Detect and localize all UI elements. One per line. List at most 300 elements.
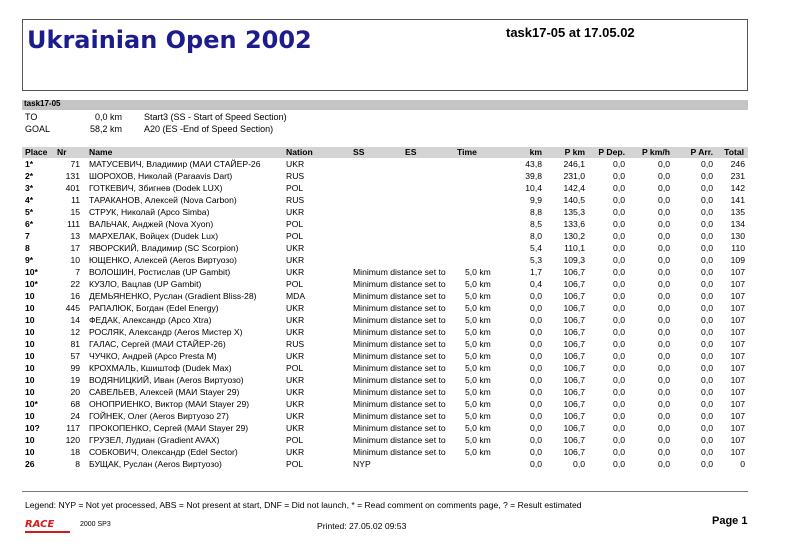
pilot-name-cell: ГРУЗЕЛ, Лудиан (Gradient AVAX) (89, 435, 220, 445)
total-cell: 107 (730, 387, 745, 397)
p-km-cell: 106,7 (563, 315, 585, 325)
total-cell: 107 (730, 351, 745, 361)
total-cell: 134 (730, 219, 745, 229)
km-cell: 0,0 (530, 303, 542, 313)
min-distance-cell: 5,0 km (465, 351, 491, 361)
pilot-name-cell: ТАРАКАНОВ, Алексей (Nova Carbon) (89, 195, 237, 205)
table-row (22, 350, 748, 362)
nation-cell: POL (286, 363, 304, 373)
p-km-cell: 106,7 (563, 279, 585, 289)
status-note-cell: Minimum distance set to (353, 411, 446, 421)
min-distance-cell: 5,0 km (465, 447, 491, 457)
p-kmh-cell: 0,0 (658, 159, 670, 169)
column-header-time: Time (457, 147, 477, 157)
km-cell: 0,0 (530, 291, 542, 301)
table-row (22, 254, 748, 266)
place-cell: 10 (25, 291, 35, 301)
p-kmh-cell: 0,0 (658, 267, 670, 277)
p-km-cell: 106,7 (563, 411, 585, 421)
km-cell: 9,9 (530, 195, 542, 205)
status-note-cell: Minimum distance set to (353, 375, 446, 385)
p-dep-cell: 0,0 (613, 447, 625, 457)
km-cell: 10,4 (525, 183, 542, 193)
column-header-nr: Nr (57, 147, 67, 157)
total-cell: 107 (730, 435, 745, 445)
place-cell: 8 (25, 243, 30, 253)
nr-cell: 445 (65, 303, 80, 313)
total-cell: 107 (730, 327, 745, 337)
min-distance-cell: 5,0 km (465, 435, 491, 445)
table-row (22, 278, 748, 290)
km-cell: 43,8 (525, 159, 542, 169)
nation-cell: MDA (286, 291, 306, 301)
column-header-p-dep: P Dep. (598, 147, 625, 157)
place-cell: 10 (25, 351, 35, 361)
nr-cell: 8 (75, 459, 80, 469)
pilot-name-cell: ГОЙНЕК, Олег (Aeros Виртуозо 27) (89, 411, 229, 421)
nr-cell: 14 (70, 315, 80, 325)
p-kmh-cell: 0,0 (658, 339, 670, 349)
nation-cell: POL (286, 231, 304, 241)
p-arr-cell: 0,0 (701, 327, 713, 337)
p-km-cell: 231,0 (563, 171, 585, 181)
p-km-cell: 106,7 (563, 351, 585, 361)
place-cell: 9* (25, 255, 34, 265)
p-kmh-cell: 0,0 (658, 183, 670, 193)
table-row (22, 422, 748, 434)
p-kmh-cell: 0,0 (658, 303, 670, 313)
nation-cell: UKR (286, 243, 305, 253)
place-cell: 6* (25, 219, 34, 229)
p-kmh-cell: 0,0 (658, 195, 670, 205)
status-note-cell: Minimum distance set to (353, 363, 446, 373)
place-cell: 10? (25, 423, 40, 433)
p-kmh-cell: 0,0 (658, 231, 670, 241)
pilot-name-cell: ШОРОХОВ, Николай (Paraavis Dart) (89, 171, 233, 181)
status-note-cell: Minimum distance set to (353, 315, 446, 325)
p-arr-cell: 0,0 (701, 375, 713, 385)
p-km-cell: 130,2 (563, 231, 585, 241)
status-note-cell: Minimum distance set to (353, 387, 446, 397)
results-body (22, 158, 748, 470)
pilot-name-cell: ПРОКОПЕНКО, Сергей (МАИ Stayer 29) (89, 423, 249, 433)
nation-cell: UKR (286, 399, 305, 409)
nation-cell: UKR (286, 447, 305, 457)
p-dep-cell: 0,0 (613, 387, 625, 397)
pilot-name-cell: РАПАЛЮК, Богдан (Edel Energy) (89, 303, 219, 313)
p-dep-cell: 0,0 (613, 351, 625, 361)
nr-cell: 22 (70, 279, 80, 289)
pilot-name-cell: СОБКОВИЧ, Олександр (Edel Sector) (89, 447, 238, 457)
total-cell: 107 (730, 315, 745, 325)
min-distance-cell: 5,0 km (465, 279, 491, 289)
pilot-name-cell: ДЕМЬЯНЕНКО, Руслан (Gradient Bliss-28) (89, 291, 257, 301)
total-cell: 130 (730, 231, 745, 241)
status-note-cell: Minimum distance set to (353, 303, 446, 313)
nation-cell: UKR (286, 255, 305, 265)
nation-cell: UKR (286, 351, 305, 361)
total-cell: 231 (730, 171, 745, 181)
p-km-cell: 106,7 (563, 267, 585, 277)
page-title: Ukrainian Open 2002 (27, 26, 312, 54)
p-dep-cell: 0,0 (613, 195, 625, 205)
nr-cell: 7 (75, 267, 80, 277)
status-note-cell: Minimum distance set to (353, 267, 446, 277)
p-dep-cell: 0,0 (613, 363, 625, 373)
place-cell: 10* (25, 399, 38, 409)
waypoint-row (22, 112, 422, 124)
waypoint-row (22, 124, 422, 136)
status-note-cell: Minimum distance set to (353, 291, 446, 301)
status-note-cell: Minimum distance set to (353, 423, 446, 433)
km-cell: 39,8 (525, 171, 542, 181)
km-cell: 1,7 (530, 267, 542, 277)
p-km-cell: 142,4 (563, 183, 585, 193)
p-kmh-cell: 0,0 (658, 279, 670, 289)
min-distance-cell: 5,0 km (465, 411, 491, 421)
pilot-name-cell: ОНОПРИЕНКО, Виктор (МАИ Stayer 29) (89, 399, 250, 409)
p-kmh-cell: 0,0 (658, 423, 670, 433)
column-header-p-arr: P Arr. (690, 147, 713, 157)
place-cell: 5* (25, 207, 34, 217)
km-cell: 0,0 (530, 399, 542, 409)
waypoint-name: TO (25, 112, 38, 122)
p-arr-cell: 0,0 (701, 303, 713, 313)
p-km-cell: 106,7 (563, 447, 585, 457)
p-dep-cell: 0,0 (613, 159, 625, 169)
nr-cell: 81 (70, 339, 80, 349)
place-cell: 10 (25, 315, 35, 325)
table-row (22, 266, 748, 278)
pilot-name-cell: КУЗЛО, Вацлав (UP Gambit) (89, 279, 202, 289)
status-note-cell: Minimum distance set to (353, 279, 446, 289)
p-kmh-cell: 0,0 (658, 387, 670, 397)
table-row (22, 242, 748, 254)
status-note-cell: Minimum distance set to (353, 339, 446, 349)
min-distance-cell: 5,0 km (465, 291, 491, 301)
total-cell: 107 (730, 399, 745, 409)
total-cell: 107 (730, 279, 745, 289)
p-arr-cell: 0,0 (701, 339, 713, 349)
place-cell: 4* (25, 195, 34, 205)
nr-cell: 57 (70, 351, 80, 361)
min-distance-cell: 5,0 km (465, 375, 491, 385)
results-table (22, 147, 748, 470)
km-cell: 0,0 (530, 315, 542, 325)
nr-cell: 131 (65, 171, 80, 181)
pilot-name-cell: ГОТКЕВИЧ, Збигнев (Dodek LUX) (89, 183, 223, 193)
p-kmh-cell: 0,0 (658, 315, 670, 325)
p-dep-cell: 0,0 (613, 435, 625, 445)
p-arr-cell: 0,0 (701, 447, 713, 457)
nr-cell: 117 (66, 423, 80, 433)
status-note-cell: NYP (353, 459, 371, 469)
km-cell: 0,0 (530, 435, 542, 445)
task-label: task17-05 (24, 99, 61, 108)
p-arr-cell: 0,0 (701, 183, 713, 193)
p-km-cell: 135,3 (563, 207, 585, 217)
place-cell: 10 (25, 387, 35, 397)
p-arr-cell: 0,0 (701, 435, 713, 445)
pilot-name-cell: ВАЛЬЧАК, Анджей (Nova Xyon) (89, 219, 214, 229)
km-cell: 8,8 (530, 207, 542, 217)
p-km-cell: 133,6 (563, 219, 585, 229)
column-header-p-km: P km (564, 147, 585, 157)
place-cell: 10 (25, 435, 35, 445)
place-cell: 10* (25, 267, 38, 277)
p-km-cell: 106,7 (563, 327, 585, 337)
p-km-cell: 106,7 (563, 423, 585, 433)
table-row (22, 218, 748, 230)
table-row (22, 194, 748, 206)
place-cell: 1* (25, 159, 34, 169)
column-header-es: ES (405, 147, 417, 157)
pilot-name-cell: ВОДЯНИЦКИЙ, Иван (Aeros Виртуозо) (89, 375, 244, 385)
nation-cell: UKR (286, 315, 305, 325)
table-row (22, 158, 748, 170)
p-dep-cell: 0,0 (613, 339, 625, 349)
pilot-name-cell: РОСЛЯК, Александр (Aeros Мистер X) (89, 327, 243, 337)
total-cell: 109 (730, 255, 745, 265)
p-kmh-cell: 0,0 (658, 375, 670, 385)
column-header-ss: SS (353, 147, 365, 157)
km-cell: 0,0 (530, 339, 542, 349)
status-note-cell: Minimum distance set to (353, 435, 446, 445)
p-km-cell: 0,0 (573, 459, 585, 469)
pilot-name-cell: ЧУЧКО, Андрей (Apco Presta M) (89, 351, 217, 361)
nr-cell: 24 (70, 411, 80, 421)
pilot-name-cell: ЮЩЕНКО, Алексей (Aeros Виртуозо) (89, 255, 237, 265)
nr-cell: 120 (65, 435, 80, 445)
p-dep-cell: 0,0 (613, 399, 625, 409)
legend: Legend: NYP = Not yet processed, ABS = Not present at start, DNF = Did not launch, * = Read comment on comments page, ? = Result estimated (25, 500, 582, 510)
total-cell: 246 (730, 159, 745, 169)
km-cell: 8,0 (530, 231, 542, 241)
nr-cell: 19 (70, 375, 80, 385)
p-dep-cell: 0,0 (613, 255, 625, 265)
nation-cell: POL (286, 459, 304, 469)
p-arr-cell: 0,0 (701, 315, 713, 325)
title-box (22, 19, 748, 91)
p-dep-cell: 0,0 (613, 303, 625, 313)
table-row (22, 314, 748, 326)
p-km-cell: 106,7 (563, 375, 585, 385)
printed-timestamp: Printed: 27.05.02 09:53 (317, 521, 407, 531)
p-dep-cell: 0,0 (613, 423, 625, 433)
table-row (22, 446, 748, 458)
p-dep-cell: 0,0 (613, 327, 625, 337)
km-cell: 0,0 (530, 327, 542, 337)
p-kmh-cell: 0,0 (658, 219, 670, 229)
column-header-nation: Nation (286, 147, 313, 157)
km-cell: 0,4 (530, 279, 542, 289)
nation-cell: POL (286, 183, 304, 193)
total-cell: 107 (730, 411, 745, 421)
nation-cell: UKR (286, 411, 305, 421)
table-row (22, 290, 748, 302)
p-dep-cell: 0,0 (613, 243, 625, 253)
table-row (22, 458, 748, 470)
place-cell: 10 (25, 327, 35, 337)
pilot-name-cell: ГАЛАС, Сергей (МАИ СТАЙЕР-26) (89, 339, 226, 349)
nr-cell: 12 (70, 327, 80, 337)
software-version: 2000 SP3 (80, 521, 111, 528)
p-arr-cell: 0,0 (701, 363, 713, 373)
total-cell: 0 (740, 459, 745, 469)
p-kmh-cell: 0,0 (658, 447, 670, 457)
nation-cell: RUS (286, 171, 305, 181)
total-cell: 107 (730, 291, 745, 301)
km-cell: 0,0 (530, 423, 542, 433)
status-note-cell: Minimum distance set to (353, 351, 446, 361)
table-row (22, 386, 748, 398)
pilot-name-cell: СТРУК, Николай (Apco Simba) (89, 207, 210, 217)
nation-cell: UKR (286, 303, 305, 313)
km-cell: 5,4 (530, 243, 542, 253)
p-kmh-cell: 0,0 (658, 291, 670, 301)
p-dep-cell: 0,0 (613, 267, 625, 277)
nation-cell: UKR (286, 327, 305, 337)
task-bar (22, 100, 748, 110)
p-dep-cell: 0,0 (613, 207, 625, 217)
p-kmh-cell: 0,0 (658, 171, 670, 181)
km-cell: 0,0 (530, 411, 542, 421)
p-arr-cell: 0,0 (701, 255, 713, 265)
nr-cell: 17 (70, 243, 80, 253)
nr-cell: 111 (66, 219, 80, 229)
p-dep-cell: 0,0 (613, 315, 625, 325)
p-kmh-cell: 0,0 (658, 255, 670, 265)
p-km-cell: 140,5 (563, 195, 585, 205)
p-kmh-cell: 0,0 (658, 399, 670, 409)
pilot-name-cell: ЯВОРСКИЙ, Владимир (SC Scorpion) (89, 243, 239, 253)
waypoint-distance: 0,0 km (94, 112, 122, 122)
p-arr-cell: 0,0 (701, 399, 713, 409)
nr-cell: 11 (71, 195, 80, 205)
table-row (22, 374, 748, 386)
table-row (22, 434, 748, 446)
p-arr-cell: 0,0 (701, 159, 713, 169)
p-km-cell: 246,1 (563, 159, 585, 169)
nr-cell: 10 (70, 255, 80, 265)
p-arr-cell: 0,0 (701, 351, 713, 361)
nr-cell: 401 (65, 183, 80, 193)
km-cell: 0,0 (530, 447, 542, 457)
km-cell: 0,0 (530, 459, 542, 469)
min-distance-cell: 5,0 km (465, 267, 491, 277)
km-cell: 0,0 (530, 387, 542, 397)
waypoint-distance: 58,2 km (89, 124, 122, 134)
p-arr-cell: 0,0 (701, 195, 713, 205)
p-arr-cell: 0,0 (701, 231, 713, 241)
place-cell: 26 (25, 459, 35, 469)
place-cell: 2* (25, 171, 34, 181)
total-cell: 142 (730, 183, 745, 193)
total-cell: 107 (730, 267, 745, 277)
p-km-cell: 106,7 (563, 291, 585, 301)
p-km-cell: 110,1 (564, 243, 585, 253)
waypoint-description: A20 (ES -End of Speed Section) (144, 124, 274, 134)
nr-cell: 13 (70, 231, 80, 241)
total-cell: 107 (730, 423, 745, 433)
p-kmh-cell: 0,0 (658, 435, 670, 445)
table-header (22, 147, 748, 158)
min-distance-cell: 5,0 km (465, 387, 491, 397)
p-arr-cell: 0,0 (701, 267, 713, 277)
race-logo-underline (25, 531, 70, 533)
p-arr-cell: 0,0 (701, 207, 713, 217)
nr-cell: 99 (70, 363, 80, 373)
p-arr-cell: 0,0 (701, 387, 713, 397)
p-dep-cell: 0,0 (613, 219, 625, 229)
nr-cell: 71 (70, 159, 80, 169)
nr-cell: 18 (70, 447, 80, 457)
pilot-name-cell: ВОЛОШИН, Ростислав (UP Gambit) (89, 267, 231, 277)
p-km-cell: 106,7 (563, 387, 585, 397)
nation-cell: RUS (286, 339, 305, 349)
page-number: Page 1 (712, 515, 748, 527)
p-km-cell: 109,3 (563, 255, 585, 265)
table-row (22, 182, 748, 194)
p-km-cell: 106,7 (563, 399, 585, 409)
column-header-p-kmh: P km/h (641, 147, 670, 157)
place-cell: 10 (25, 303, 35, 313)
min-distance-cell: 5,0 km (465, 327, 491, 337)
p-arr-cell: 0,0 (701, 291, 713, 301)
nation-cell: POL (286, 435, 304, 445)
total-cell: 107 (730, 339, 745, 349)
table-row (22, 410, 748, 422)
status-note-cell: Minimum distance set to (353, 399, 446, 409)
total-cell: 107 (730, 363, 745, 373)
status-note-cell: Minimum distance set to (353, 327, 446, 337)
place-cell: 10 (25, 363, 35, 373)
table-row (22, 338, 748, 350)
table-row (22, 206, 748, 218)
p-dep-cell: 0,0 (613, 375, 625, 385)
place-cell: 7 (25, 231, 30, 241)
table-row (22, 326, 748, 338)
p-arr-cell: 0,0 (701, 459, 713, 469)
place-cell: 3* (25, 183, 34, 193)
p-arr-cell: 0,0 (701, 279, 713, 289)
p-dep-cell: 0,0 (613, 279, 625, 289)
nation-cell: UKR (286, 207, 305, 217)
footer-divider (22, 491, 748, 492)
p-dep-cell: 0,0 (613, 411, 625, 421)
p-kmh-cell: 0,0 (658, 459, 670, 469)
p-kmh-cell: 0,0 (658, 207, 670, 217)
place-cell: 10 (25, 375, 35, 385)
place-cell: 10* (25, 279, 38, 289)
p-kmh-cell: 0,0 (658, 327, 670, 337)
total-cell: 141 (730, 195, 745, 205)
column-header-name: Name (89, 147, 113, 157)
waypoint-description: Start3 (SS - Start of Speed Section) (144, 112, 287, 122)
p-arr-cell: 0,0 (701, 219, 713, 229)
table-row (22, 362, 748, 374)
p-arr-cell: 0,0 (701, 423, 713, 433)
nr-cell: 68 (70, 399, 80, 409)
min-distance-cell: 5,0 km (465, 315, 491, 325)
km-cell: 8,5 (530, 219, 542, 229)
p-km-cell: 106,7 (563, 435, 585, 445)
place-cell: 10 (25, 411, 35, 421)
p-km-cell: 106,7 (563, 339, 585, 349)
p-kmh-cell: 0,0 (658, 363, 670, 373)
column-header-km: km (529, 147, 542, 157)
p-kmh-cell: 0,0 (658, 351, 670, 361)
